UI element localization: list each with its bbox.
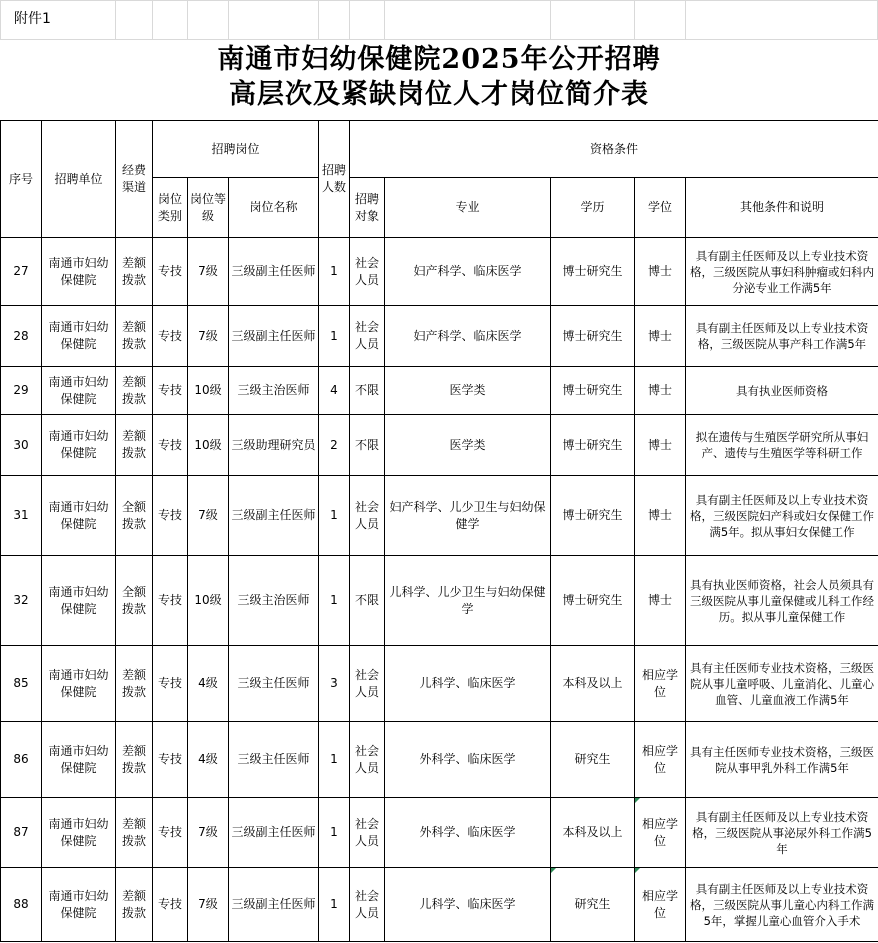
table-row: [1, 722, 878, 798]
cell-count: 1: [319, 868, 350, 942]
cell-funding: 差额拨款: [116, 798, 153, 868]
cell-degree: 博士: [635, 367, 686, 415]
header-qualification-group: 资格条件: [350, 121, 878, 178]
cell-other: 具有主任医师专业技术资格，三级医院从事甲乳外科工作满5年: [686, 722, 878, 798]
title-line-1: 南通市妇幼保健院2025年公开招聘: [217, 44, 661, 75]
cell-education: 本科及以上: [551, 646, 635, 722]
cell-funding: 差额拨款: [116, 646, 153, 722]
header-position-name: 岗位名称: [229, 178, 319, 238]
header-seq: 序号: [1, 121, 42, 238]
cell-major: 儿科学、临床医学: [385, 868, 551, 942]
cell-target: 社会人员: [350, 646, 385, 722]
cell-level: 7级: [188, 238, 229, 306]
cell-type: 专技: [153, 415, 188, 476]
cell-target: 社会人员: [350, 722, 385, 798]
cell-target: 不限: [350, 556, 385, 646]
header-funding: 经费渠道: [116, 121, 153, 238]
cell-other: 具有执业医师资格，社会人员须具有三级医院从事儿童保健或儿科工作经历。拟从事儿童保健工作: [686, 556, 878, 646]
cell-level: 10级: [188, 415, 229, 476]
header-position-level: 岗位等级: [188, 178, 229, 238]
cell-level: 4级: [188, 646, 229, 722]
cell-type: 专技: [153, 476, 188, 556]
cell-seq: 28: [1, 306, 42, 367]
table-row: [1, 238, 878, 306]
cell-seq: 86: [1, 722, 42, 798]
cell-funding: 差额拨款: [116, 238, 153, 306]
cell-seq: 29: [1, 367, 42, 415]
cell-name: 三级副主任医师: [229, 306, 319, 367]
cell-level: 10级: [188, 367, 229, 415]
cell-major: 外科学、临床医学: [385, 722, 551, 798]
cell-level: 7级: [188, 798, 229, 868]
cell-major: 儿科学、儿少卫生与妇幼保健学: [385, 556, 551, 646]
cell-major: 医学类: [385, 415, 551, 476]
cell-unit: 南通市妇幼保健院: [42, 367, 116, 415]
table-row: [1, 367, 878, 415]
cell-other: 具有副主任医师及以上专业技术资格，三级医院妇产科或妇女保健工作满5年。拟从事妇女保健工作: [686, 476, 878, 556]
cell-seq: 88: [1, 868, 42, 942]
table-row: [1, 646, 878, 722]
cell-major: 妇产科学、临床医学: [385, 238, 551, 306]
cell-education: 博士研究生: [551, 367, 635, 415]
cell-name: 三级主治医师: [229, 556, 319, 646]
cell-other: 具有主任医师专业技术资格，三级医院从事儿童呼吸、儿童消化、儿童心血管、儿童血液工作满5年: [686, 646, 878, 722]
cell-funding: 差额拨款: [116, 306, 153, 367]
cell-name: 三级主任医师: [229, 722, 319, 798]
cell-count: 4: [319, 367, 350, 415]
cell-count: 1: [319, 722, 350, 798]
cell-education: 研究生: [551, 722, 635, 798]
cell-name: 三级主治医师: [229, 367, 319, 415]
cell-degree: 相应学位: [635, 868, 686, 942]
cell-level: 10级: [188, 556, 229, 646]
header-position-type: 岗位类别: [153, 178, 188, 238]
cell-count: 1: [319, 306, 350, 367]
cell-degree: 博士: [635, 238, 686, 306]
cell-other: 具有副主任医师及以上专业技术资格，三级医院从事妇科肿瘤或妇科内分泌专业工作满5年: [686, 238, 878, 306]
table-row: [1, 476, 878, 556]
cell-degree: 博士: [635, 306, 686, 367]
cell-seq: 85: [1, 646, 42, 722]
cell-degree: 相应学位: [635, 722, 686, 798]
cell-unit: 南通市妇幼保健院: [42, 306, 116, 367]
table-row: [1, 415, 878, 476]
table-row: [1, 556, 878, 646]
cell-funding: 差额拨款: [116, 722, 153, 798]
cell-level: 7级: [188, 476, 229, 556]
header-education: 学历: [551, 178, 635, 238]
cell-name: 三级副主任医师: [229, 868, 319, 942]
cell-funding: 差额拨款: [116, 868, 153, 942]
cell-education: 博士研究生: [551, 238, 635, 306]
cell-education: 博士研究生: [551, 476, 635, 556]
cell-name: 三级助理研究员: [229, 415, 319, 476]
cell-count: 2: [319, 415, 350, 476]
cell-education: 博士研究生: [551, 556, 635, 646]
cell-type: 专技: [153, 556, 188, 646]
attachment-label: 附件1: [14, 11, 51, 27]
cell-degree: 博士: [635, 476, 686, 556]
cell-level: 7级: [188, 868, 229, 942]
title-line-2: 高层次及紧缺岗位人才岗位简介表: [229, 79, 649, 110]
cell-target: 不限: [350, 367, 385, 415]
cell-education: 本科及以上: [551, 798, 635, 868]
cell-seq: 87: [1, 798, 42, 868]
page-title: [0, 42, 878, 112]
cell-type: 专技: [153, 367, 188, 415]
cell-other: 具有执业医师资格: [686, 367, 878, 415]
cell-major: 妇产科学、儿少卫生与妇幼保健学: [385, 476, 551, 556]
header-other: 其他条件和说明: [686, 178, 878, 238]
cell-count: 1: [319, 556, 350, 646]
cell-unit: 南通市妇幼保健院: [42, 476, 116, 556]
cell-other: 具有副主任医师及以上专业技术资格，三级医院从事泌尿外科工作满5年: [686, 798, 878, 868]
header-position-group: 招聘岗位: [153, 121, 319, 178]
cell-target: 社会人员: [350, 476, 385, 556]
cell-name: 三级副主任医师: [229, 238, 319, 306]
cell-unit: 南通市妇幼保健院: [42, 238, 116, 306]
cell-seq: 31: [1, 476, 42, 556]
cell-seq: 32: [1, 556, 42, 646]
cell-education: 博士研究生: [551, 415, 635, 476]
cell-degree: 相应学位: [635, 798, 686, 868]
spreadsheet-grid: [0, 0, 878, 40]
cell-unit: 南通市妇幼保健院: [42, 415, 116, 476]
cell-name: 三级副主任医师: [229, 798, 319, 868]
cell-seq: 27: [1, 238, 42, 306]
cell-major: 外科学、临床医学: [385, 798, 551, 868]
cell-other: 拟在遗传与生殖医学研究所从事妇产、遗传与生殖医学等科研工作: [686, 415, 878, 476]
cell-count: 3: [319, 646, 350, 722]
cell-degree: 相应学位: [635, 646, 686, 722]
cell-target: 社会人员: [350, 868, 385, 942]
cell-type: 专技: [153, 306, 188, 367]
cell-target: 不限: [350, 415, 385, 476]
cell-type: 专技: [153, 722, 188, 798]
header-major: 专业: [385, 178, 551, 238]
cell-type: 专技: [153, 868, 188, 942]
table-row: [1, 798, 878, 868]
cell-count: 1: [319, 238, 350, 306]
cell-level: 7级: [188, 306, 229, 367]
cell-other: 具有副主任医师及以上专业技术资格，三级医院从事儿童心内科工作满5年，掌握儿童心血管介入手术: [686, 868, 878, 942]
header-target: 招聘对象: [350, 178, 385, 238]
cell-name: 三级主任医师: [229, 646, 319, 722]
cell-education: 研究生: [551, 868, 635, 942]
cell-funding: 全额拨款: [116, 476, 153, 556]
cell-count: 1: [319, 798, 350, 868]
cell-type: 专技: [153, 646, 188, 722]
cell-target: 社会人员: [350, 798, 385, 868]
cell-type: 专技: [153, 798, 188, 868]
cell-target: 社会人员: [350, 306, 385, 367]
header-degree: 学位: [635, 178, 686, 238]
cell-unit: 南通市妇幼保健院: [42, 556, 116, 646]
cell-major: 医学类: [385, 367, 551, 415]
cell-seq: 30: [1, 415, 42, 476]
table-row: [1, 868, 878, 942]
cell-major: 儿科学、临床医学: [385, 646, 551, 722]
cell-name: 三级副主任医师: [229, 476, 319, 556]
cell-target: 社会人员: [350, 238, 385, 306]
cell-degree: 博士: [635, 556, 686, 646]
cell-type: 专技: [153, 238, 188, 306]
header-row-1: [1, 121, 878, 178]
cell-count: 1: [319, 476, 350, 556]
cell-funding: 全额拨款: [116, 556, 153, 646]
cell-unit: 南通市妇幼保健院: [42, 868, 116, 942]
table-row: [1, 306, 878, 367]
header-unit: 招聘单位: [42, 121, 116, 238]
header-count: 招聘人数: [319, 121, 350, 238]
cell-degree: 博士: [635, 415, 686, 476]
cell-unit: 南通市妇幼保健院: [42, 798, 116, 868]
cell-education: 博士研究生: [551, 306, 635, 367]
cell-unit: 南通市妇幼保健院: [42, 722, 116, 798]
cell-major: 妇产科学、临床医学: [385, 306, 551, 367]
positions-table: [0, 120, 878, 942]
cell-other: 具有副主任医师及以上专业技术资格，三级医院从事产科工作满5年: [686, 306, 878, 367]
cell-unit: 南通市妇幼保健院: [42, 646, 116, 722]
cell-funding: 差额拨款: [116, 367, 153, 415]
cell-level: 4级: [188, 722, 229, 798]
cell-funding: 差额拨款: [116, 415, 153, 476]
